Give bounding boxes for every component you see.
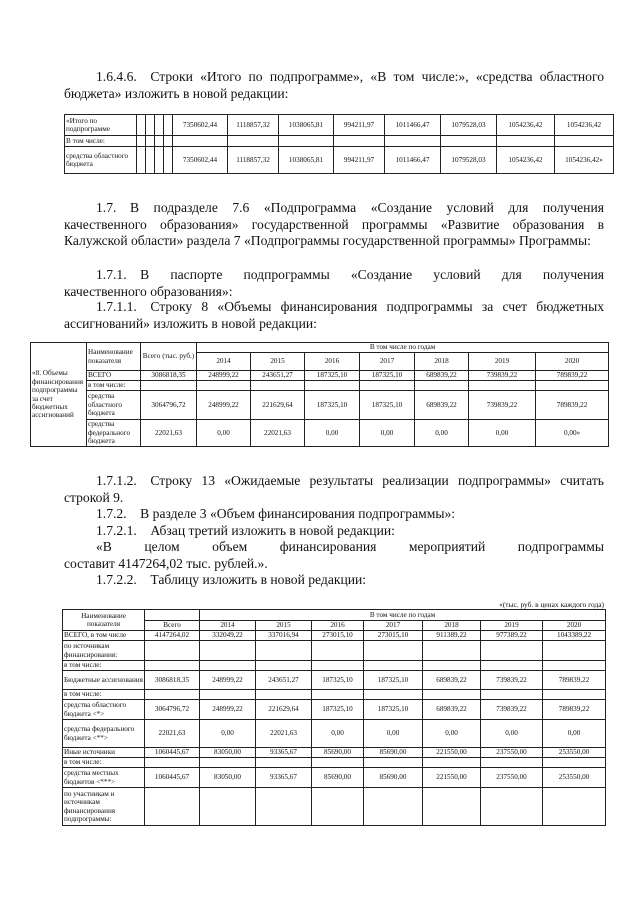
table-header-row xyxy=(63,621,606,631)
value-cell: 994211,97 xyxy=(334,147,385,174)
value-cell xyxy=(197,381,251,391)
value-cell xyxy=(364,661,423,671)
value-cell: 83050,00 xyxy=(200,748,256,758)
value-cell: 0,00» xyxy=(536,420,609,447)
table-row xyxy=(65,115,614,136)
name-header: Наименование показателя xyxy=(63,610,145,631)
total-cell xyxy=(145,690,200,700)
total-cell: 1060445,67 xyxy=(145,748,200,758)
paragraph-1-7-2: 1.7.2. В разделе 3 «Объем финансирования подпрограммы»: xyxy=(96,506,456,521)
value-cell: 911389,22 xyxy=(423,631,481,641)
value-cell: 187325,10 xyxy=(364,671,423,690)
table-row xyxy=(31,391,609,420)
value-cell xyxy=(256,641,312,661)
value-cell: 85690,00 xyxy=(364,748,423,758)
table-row xyxy=(31,371,609,381)
value-cell xyxy=(364,788,423,826)
table-subprogram-totals xyxy=(64,114,614,174)
value-cell xyxy=(312,661,364,671)
row-label: В том числе: xyxy=(65,136,137,147)
value-cell: 85690,00 xyxy=(312,748,364,758)
empty-cell xyxy=(146,115,155,136)
value-cell: 1043389,22 xyxy=(543,631,606,641)
year-header: 2020 xyxy=(543,621,606,631)
table-row xyxy=(63,671,606,690)
value-cell xyxy=(200,788,256,826)
value-cell xyxy=(312,758,364,768)
table-units-note: «(тыс. руб. в ценах каждого года) xyxy=(499,600,604,609)
table-row xyxy=(63,690,606,700)
value-cell xyxy=(312,641,364,661)
value-cell: 273015,10 xyxy=(312,631,364,641)
value-cell: 0,00 xyxy=(312,720,364,748)
year-header: 2018 xyxy=(423,621,481,631)
empty-cell xyxy=(155,115,164,136)
value-cell: 187325,10 xyxy=(360,391,415,420)
table-row xyxy=(63,748,606,758)
value-cell: 221550,00 xyxy=(423,748,481,758)
value-cell xyxy=(385,136,441,147)
value-cell xyxy=(200,641,256,661)
value-cell: 789839,22 xyxy=(543,700,606,720)
value-cell: 1118857,32 xyxy=(228,147,279,174)
value-cell: 994211,97 xyxy=(334,115,385,136)
value-cell: 337016,94 xyxy=(256,631,312,641)
value-cell xyxy=(481,641,543,661)
row-label: по участникам и источникам финансирования подпрограммы: xyxy=(63,788,145,826)
value-cell: 0,00 xyxy=(200,720,256,748)
value-cell xyxy=(200,758,256,768)
paragraph-1-7 xyxy=(64,200,604,250)
empty-cell xyxy=(164,136,173,147)
value-cell: 739839,22 xyxy=(481,671,543,690)
years-header: В том числе по годам xyxy=(200,610,606,621)
table-row xyxy=(63,768,606,788)
value-cell: 0,00 xyxy=(364,720,423,748)
paragraph-quote-line1: «В целом объем финансирования мероприятий подпрограммы xyxy=(96,539,604,554)
value-cell xyxy=(173,136,228,147)
value-cell xyxy=(481,690,543,700)
value-cell xyxy=(256,788,312,826)
total-cell xyxy=(145,661,200,671)
year-header: 2016 xyxy=(312,621,364,631)
paragraph-quote xyxy=(64,539,604,572)
value-cell: 253550,00 xyxy=(543,748,606,758)
value-cell xyxy=(256,758,312,768)
total-header: Всего (тыс. руб.) xyxy=(141,343,197,371)
empty-cell xyxy=(164,115,173,136)
value-cell xyxy=(536,381,609,391)
total-cell: 4147264,02 xyxy=(145,631,200,641)
value-cell: 243651,27 xyxy=(256,671,312,690)
total-cell xyxy=(145,641,200,661)
paragraph-1-7-2-1: 1.7.2.1. Абзац третий изложить в новой редакции: xyxy=(96,523,395,538)
paragraph-1-7-1 xyxy=(64,267,604,300)
table-row xyxy=(65,136,614,147)
value-cell: 93365,67 xyxy=(256,748,312,758)
total-cell xyxy=(141,381,197,391)
value-cell: 0,00 xyxy=(305,420,360,447)
value-cell: 248999,22 xyxy=(197,391,251,420)
value-cell: 689839,22 xyxy=(423,700,481,720)
value-cell: 0,00 xyxy=(360,420,415,447)
value-cell: 248999,22 xyxy=(200,671,256,690)
table-header-row xyxy=(31,343,609,353)
total-cell xyxy=(145,788,200,826)
year-header: 2017 xyxy=(360,353,415,371)
row-label: в том числе: xyxy=(63,758,145,768)
indicator-title-cell: «8. Объемы финансирования подпрограммы за счет бюджетных ассигнований xyxy=(31,343,87,447)
row-label: средства областного бюджета <*> xyxy=(63,700,145,720)
year-header: 2015 xyxy=(251,353,305,371)
value-cell: 237550,00 xyxy=(481,768,543,788)
value-cell: 187325,10 xyxy=(360,371,415,381)
value-cell xyxy=(423,788,481,826)
value-cell: 22021,63 xyxy=(256,720,312,748)
value-cell: 273015,10 xyxy=(364,631,423,641)
empty-cell xyxy=(155,136,164,147)
value-cell xyxy=(256,661,312,671)
year-header: 2014 xyxy=(197,353,251,371)
total-cell: 3064796,72 xyxy=(141,391,197,420)
value-cell xyxy=(469,381,536,391)
year-header: 2015 xyxy=(256,621,312,631)
value-cell: 789839,22 xyxy=(543,671,606,690)
value-cell xyxy=(543,661,606,671)
row-label: в том числе: xyxy=(63,661,145,671)
value-cell: 1118857,32 xyxy=(228,115,279,136)
row-label: в том числе: xyxy=(87,381,141,391)
value-cell: 187325,10 xyxy=(305,391,360,420)
value-cell: 689839,22 xyxy=(423,671,481,690)
value-cell: 243651,27 xyxy=(251,371,305,381)
total-cell: 3086818,35 xyxy=(145,671,200,690)
year-header: 2018 xyxy=(415,353,469,371)
value-cell: 0,00 xyxy=(197,420,251,447)
table-row xyxy=(65,147,614,174)
table-row xyxy=(63,700,606,720)
value-cell xyxy=(423,661,481,671)
row-label: по источникам финансирования: xyxy=(63,641,145,661)
value-cell: 248999,22 xyxy=(197,371,251,381)
table-row xyxy=(63,641,606,661)
row-label: средства областного бюджета xyxy=(65,147,137,174)
year-header: 2017 xyxy=(364,621,423,631)
total-cell: 3064796,72 xyxy=(145,700,200,720)
value-cell xyxy=(415,381,469,391)
row-label: «Итого по подпрограмме xyxy=(65,115,137,136)
value-cell: 237550,00 xyxy=(481,748,543,758)
total-cell: 3086818,35 xyxy=(141,371,197,381)
value-cell xyxy=(481,788,543,826)
table-row xyxy=(63,661,606,671)
paragraph-quote-line2: составит 4147264,02 тыс. рублей.». xyxy=(64,555,268,571)
value-cell xyxy=(543,690,606,700)
row-label: средства местных бюджетов <***> xyxy=(63,768,145,788)
value-cell xyxy=(423,690,481,700)
value-cell: 0,00 xyxy=(469,420,536,447)
value-cell xyxy=(251,381,305,391)
empty-cell xyxy=(137,147,146,174)
value-cell: 248999,22 xyxy=(200,700,256,720)
value-cell: 1079528,03 xyxy=(441,147,497,174)
value-cell: 0,00 xyxy=(481,720,543,748)
value-cell: 85690,00 xyxy=(364,768,423,788)
year-header: 2020 xyxy=(536,353,609,371)
table-row xyxy=(63,720,606,748)
value-cell: 1038065,81 xyxy=(279,147,334,174)
value-cell: 1079528,03 xyxy=(441,115,497,136)
empty-cell xyxy=(146,136,155,147)
value-cell xyxy=(228,136,279,147)
row-label: средства областного бюджета xyxy=(87,391,141,420)
paragraph-1-7-2-2: 1.7.2.2. Таблицу изложить в новой редакции: xyxy=(96,572,367,587)
empty-cell xyxy=(164,147,173,174)
value-cell: 7350602,44 xyxy=(173,115,228,136)
empty-cell xyxy=(145,610,200,621)
paragraph-1-7-1-1: 1.7.1.1. Строку 8 «Объемы финансирования подпрограммы за счет бюджетных ассигнований» изложить в новой редакции: xyxy=(64,299,604,331)
table-row xyxy=(63,758,606,768)
value-cell: 739839,22 xyxy=(481,700,543,720)
total-header: Всего xyxy=(145,621,200,631)
year-header: 2019 xyxy=(481,621,543,631)
value-cell: 1011466,47 xyxy=(385,115,441,136)
value-cell: 1054236,42 xyxy=(497,115,555,136)
value-cell: 1011466,47 xyxy=(385,147,441,174)
value-cell: 83050,00 xyxy=(200,768,256,788)
value-cell: 0,00 xyxy=(543,720,606,748)
value-cell: 253550,00 xyxy=(543,768,606,788)
table-row xyxy=(63,788,606,826)
value-cell xyxy=(555,136,614,147)
value-cell: 187325,10 xyxy=(305,371,360,381)
value-cell: 789839,22 xyxy=(536,391,609,420)
total-cell: 22021,63 xyxy=(145,720,200,748)
row-label: ВСЕГО xyxy=(87,371,141,381)
value-cell xyxy=(312,788,364,826)
table-row xyxy=(31,381,609,391)
value-cell: 221550,00 xyxy=(423,768,481,788)
value-cell: 739839,22 xyxy=(469,391,536,420)
value-cell: 0,00 xyxy=(415,420,469,447)
value-cell xyxy=(256,690,312,700)
value-cell xyxy=(305,381,360,391)
empty-cell xyxy=(137,115,146,136)
value-cell xyxy=(360,381,415,391)
value-cell: 977389,22 xyxy=(481,631,543,641)
empty-cell xyxy=(137,136,146,147)
years-header: В том числе по годам xyxy=(197,343,609,353)
value-cell xyxy=(423,758,481,768)
row-label: Бюджетные ассигнования xyxy=(63,671,145,690)
value-cell xyxy=(200,690,256,700)
row-label: ВСЕГО, в том числе xyxy=(63,631,145,641)
empty-cell xyxy=(155,147,164,174)
table-passport-financing xyxy=(30,342,609,447)
year-header: 2016 xyxy=(305,353,360,371)
value-cell: 0,00 xyxy=(423,720,481,748)
row-label: средства федерального бюджета xyxy=(87,420,141,447)
value-cell xyxy=(481,758,543,768)
value-cell: 187325,10 xyxy=(312,671,364,690)
value-cell: 93365,67 xyxy=(256,768,312,788)
row-label: в том числе: xyxy=(63,690,145,700)
total-cell: 22021,63 xyxy=(141,420,197,447)
value-cell xyxy=(423,641,481,661)
row-label: средства федерального бюджета <**> xyxy=(63,720,145,748)
value-cell xyxy=(279,136,334,147)
value-cell xyxy=(543,641,606,661)
paragraph-1-7-text: 1.7. В подразделе 7.6 «Подпрограмма «Создание условий для получения качественного образования» государственной программы «Развитие образования в Калужской области» раздела 7 «Подпрограммы государственной программы» Программы: xyxy=(64,200,604,249)
table-row xyxy=(31,420,609,447)
value-cell: 221629,64 xyxy=(256,700,312,720)
value-cell xyxy=(481,661,543,671)
value-cell xyxy=(334,136,385,147)
value-cell xyxy=(441,136,497,147)
value-cell: 221629,64 xyxy=(251,391,305,420)
value-cell: 1054236,42» xyxy=(555,147,614,174)
empty-cell xyxy=(146,147,155,174)
year-header: 2014 xyxy=(200,621,256,631)
value-cell: 187325,10 xyxy=(312,700,364,720)
value-cell: 689839,22 xyxy=(415,391,469,420)
value-cell: 1038065,81 xyxy=(279,115,334,136)
table-header-row xyxy=(63,610,606,621)
total-cell xyxy=(145,758,200,768)
paragraph-1-7-1-line1: 1.7.1. В паспорте подпрограммы «Создание условий для получения xyxy=(96,267,604,282)
paragraph-1-7-1-line2: качественного образования»: xyxy=(64,283,233,299)
table-subprogram-financing xyxy=(62,609,606,826)
value-cell: 1054236,42 xyxy=(555,115,614,136)
year-header: 2019 xyxy=(469,353,536,371)
value-cell xyxy=(543,758,606,768)
value-cell: 187325,10 xyxy=(364,700,423,720)
value-cell xyxy=(497,136,555,147)
value-cell: 1054236,42 xyxy=(497,147,555,174)
value-cell xyxy=(364,690,423,700)
value-cell xyxy=(543,788,606,826)
value-cell xyxy=(364,641,423,661)
value-cell: 689839,22 xyxy=(415,371,469,381)
row-label: Иные источники xyxy=(63,748,145,758)
value-cell: 332049,22 xyxy=(200,631,256,641)
value-cell xyxy=(200,661,256,671)
value-cell: 789839,22 xyxy=(536,371,609,381)
value-cell: 85690,00 xyxy=(312,768,364,788)
value-cell xyxy=(364,758,423,768)
paragraph-1-6-4-6: 1.6.4.6. Строки «Итого по подпрограмме», «В том числе:», «средства областного бюджета» изложить в новой редакции: xyxy=(64,69,604,101)
value-cell: 7350602,44 xyxy=(173,147,228,174)
value-cell xyxy=(312,690,364,700)
name-header: Наименование показателя xyxy=(87,343,141,371)
total-cell: 1060445,67 xyxy=(145,768,200,788)
value-cell: 739839,22 xyxy=(469,371,536,381)
value-cell: 22021,63 xyxy=(251,420,305,447)
table-row xyxy=(63,631,606,641)
paragraph-1-7-1-2: 1.7.1.2. Строку 13 «Ожидаемые результаты реализации подпрограммы» считать строкой 9. xyxy=(64,473,604,505)
